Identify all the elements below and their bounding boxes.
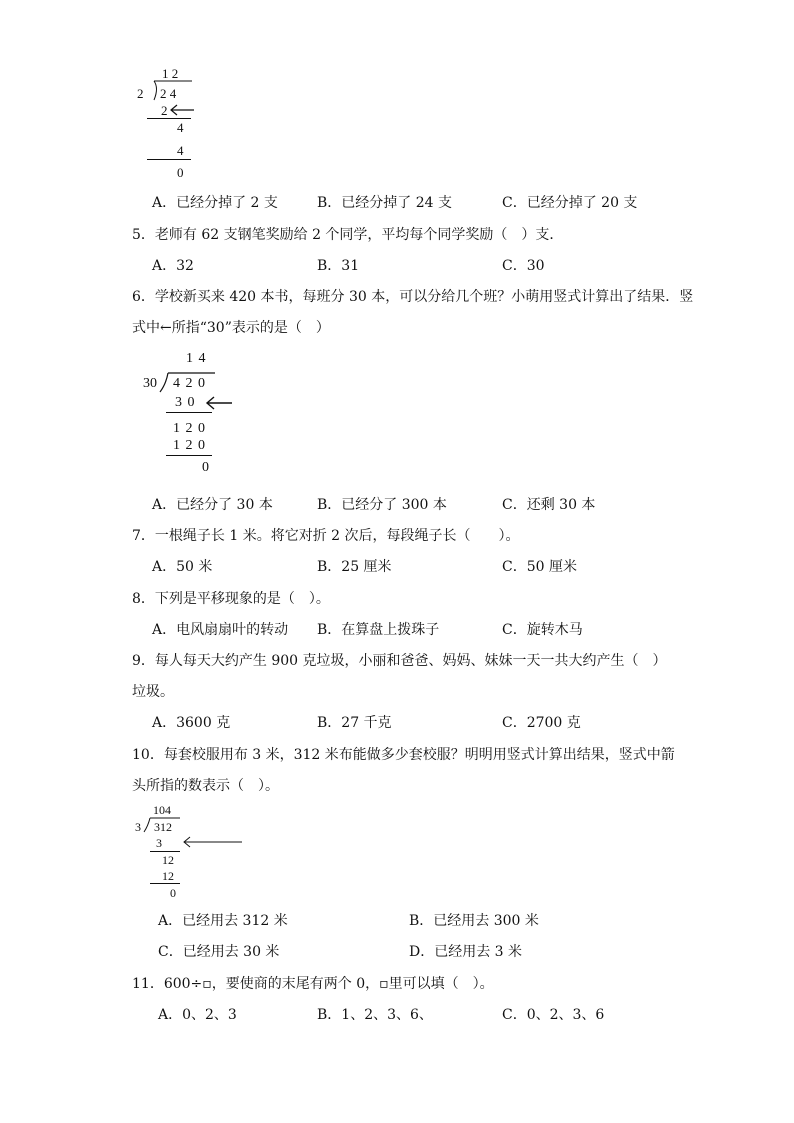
quotient: 1 4 (186, 351, 207, 366)
question-10-line-1: 10．每套校服用布 3 米，312 米布能做多少套校服？明明用竖式计算出结果，竖式中箭 (132, 747, 675, 763)
option-b: B．31 (317, 258, 360, 274)
question-7: 7．一根绳子长 1 米。将它对折 2 次后，每段绳子长（ ）。 (132, 528, 520, 544)
arrow-left-icon (168, 104, 198, 116)
option-c: C．30 (502, 258, 545, 274)
dividend: 4 2 0 (173, 376, 206, 391)
option-c: C．已经用去 30 米 (158, 944, 280, 960)
arrow-left-icon (204, 396, 236, 410)
option-a: A．已经分掉了 2 支 (152, 195, 278, 211)
option-a: A．已经分了 30 本 (152, 497, 273, 513)
option-b: B．27 千克 (317, 715, 392, 731)
question-6-line-2: 式中←所指“30”表示的是（ ） (132, 320, 330, 336)
option-b: B．1、2、3、6、 (317, 1007, 433, 1023)
division-line (147, 159, 191, 160)
option-b: B．在算盘上拨珠子 (317, 622, 440, 638)
partial-product: 2 (161, 103, 168, 118)
question-11: 11．600÷▫，要使商的末尾有两个 0，▫里可以填（ ）。 (132, 976, 494, 992)
option-b: B．25 厘米 (317, 559, 392, 575)
partial-product: 4 (177, 143, 184, 158)
option-b: B．已经分了 300 本 (317, 497, 447, 513)
option-a: A．32 (152, 258, 194, 274)
question-8: 8．下列是平移现象的是（ ）。 (132, 591, 330, 607)
partial-product: 12 (162, 869, 174, 883)
division-line (150, 883, 180, 884)
question-5: 5．老师有 62 支钢笔奖励给 2 个同学，平均每个同学奖励（ ）支． (132, 227, 564, 243)
option-a: A．已经用去 312 米 (158, 913, 288, 929)
divisor: 3 (135, 820, 141, 834)
option-c: C．0、2、3、6 (502, 1007, 605, 1023)
division-line (147, 118, 191, 119)
option-c: C．旋转木马 (502, 622, 583, 638)
partial-product: 3 (156, 836, 162, 850)
option-c: C．2700 克 (502, 715, 581, 731)
final-remainder: 0 (177, 165, 184, 180)
remainder: 1 2 0 (173, 421, 206, 436)
option-a: A．50 米 (152, 559, 213, 575)
option-c: C．50 厘米 (502, 559, 577, 575)
partial-product: 1 2 0 (173, 438, 206, 453)
question-6-line-1: 6．学校新买来 420 本书，每班分 30 本，可以分给几个班？小萌用竖式计算出了结果．竖 (132, 289, 694, 305)
divisor: 2 (137, 86, 144, 101)
option-c: C．还剩 30 本 (502, 497, 596, 513)
arrow-left-icon (181, 836, 245, 848)
option-d: D．已经用去 3 米 (409, 944, 523, 960)
remainder: 12 (162, 853, 174, 867)
division-line (150, 851, 180, 852)
remainder: 4 (177, 120, 184, 135)
quotient: 104 (153, 803, 171, 817)
quotient: 1 2 (162, 66, 179, 81)
final-remainder: 0 (202, 460, 209, 475)
dividend: 2 4 (160, 86, 177, 101)
division-line (166, 455, 212, 456)
question-10-line-2: 头所指的数表示（ ）。 (132, 778, 279, 794)
option-a: A．电风扇扇叶的转动 (152, 622, 289, 638)
option-b: B．已经分掉了 24 支 (317, 195, 453, 211)
option-a: A．0、2、3 (158, 1007, 237, 1023)
final-remainder: 0 (170, 886, 176, 900)
option-c: C．已经分掉了 20 支 (502, 195, 638, 211)
partial-product: 3 0 (175, 395, 196, 410)
question-9-line-1: 9．每人每天大约产生 900 克垃圾，小丽和爸爸、妈妈、妹妹一天一共大约产生（ ） (132, 653, 667, 669)
dividend: 312 (154, 820, 172, 834)
option-b: B．已经用去 300 米 (409, 913, 539, 929)
option-a: A．3600 克 (152, 715, 231, 731)
division-line (166, 412, 212, 413)
question-9-line-2: 垃圾。 (132, 684, 174, 700)
divisor: 30 (143, 376, 157, 391)
